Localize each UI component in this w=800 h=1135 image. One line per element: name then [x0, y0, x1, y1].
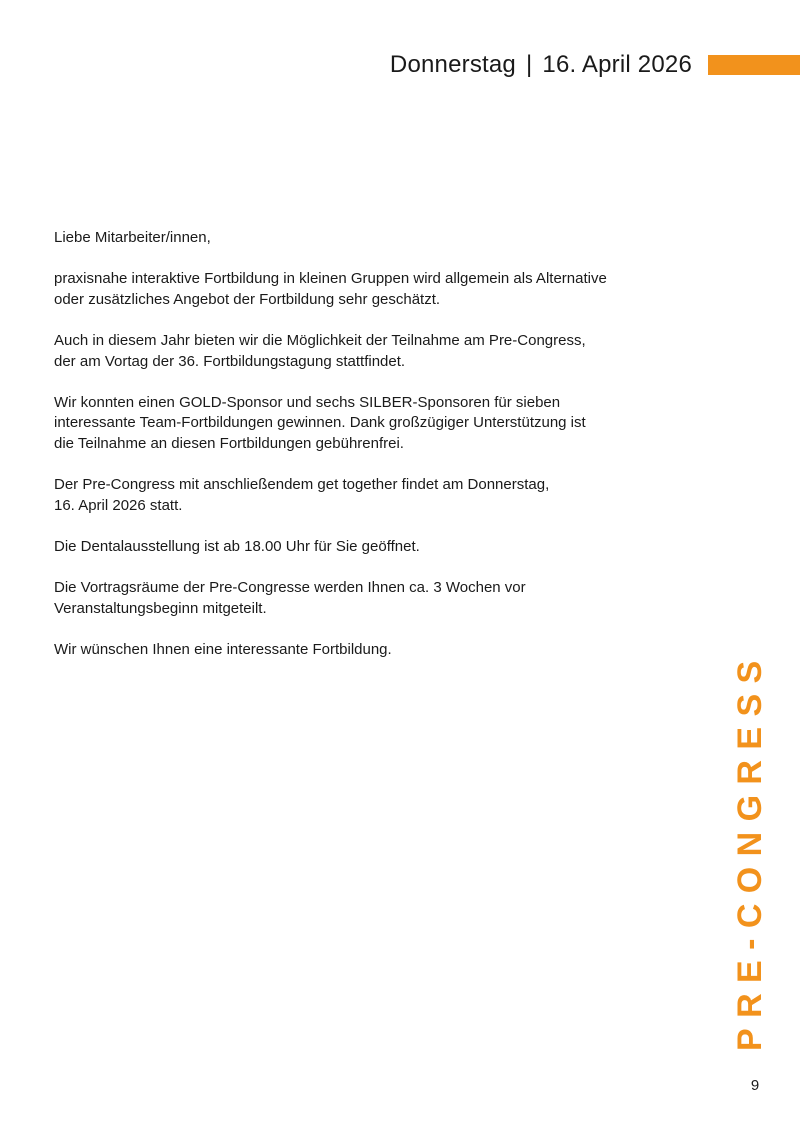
letter-paragraph: Auch in diesem Jahr bieten wir die Möglichkeit der Teilnahme am Pre-Congress, der am Vortag der 36. Fortbildungstagung stattfindet.	[54, 331, 586, 370]
header-day: Donnerstag	[389, 51, 516, 78]
header-date-value: 16. April 2026	[542, 51, 692, 78]
page-number: 9	[750, 1077, 760, 1094]
side-title: PRE-CONGRESS	[731, 650, 769, 1051]
letter-salutation: Liebe Mitarbeiter/innen,	[54, 229, 211, 246]
letter-paragraph: Wir konnten einen GOLD-Sponsor und sechs SILBER-Sponsoren für sieben interessante Team-Fortbildungen gewinnen. Dank großzügiger Unterstützung ist die Teilnahme an diesen Fortbildungen gebührenfrei.	[54, 393, 586, 452]
letter-paragraph: Die Dentalausstellung ist ab 18.00 Uhr für Sie geöffnet.	[54, 537, 420, 555]
letter-paragraph: Der Pre-Congress mit anschließendem get together findet am Donnerstag, 16. April 2026 statt.	[54, 476, 550, 514]
header-separator: |	[525, 51, 533, 78]
letter-paragraph: Die Vortragsräume der Pre-Congresse werden Ihnen ca. 3 Wochen vor Veranstaltungsbeginn mitgeteilt.	[54, 579, 526, 617]
header-date	[390, 51, 692, 79]
accent-bar	[708, 55, 800, 75]
page-header	[390, 48, 800, 82]
letter-paragraph: praxisnahe interaktive Fortbildung in kleinen Gruppen wird allgemein als Alternative oder zusätzliches Angebot der Fortbildung sehr geschätzt.	[54, 270, 607, 308]
letter-body	[54, 228, 704, 681]
letter-closing: Wir wünschen Ihnen eine interessante Fortbildung.	[54, 640, 392, 658]
